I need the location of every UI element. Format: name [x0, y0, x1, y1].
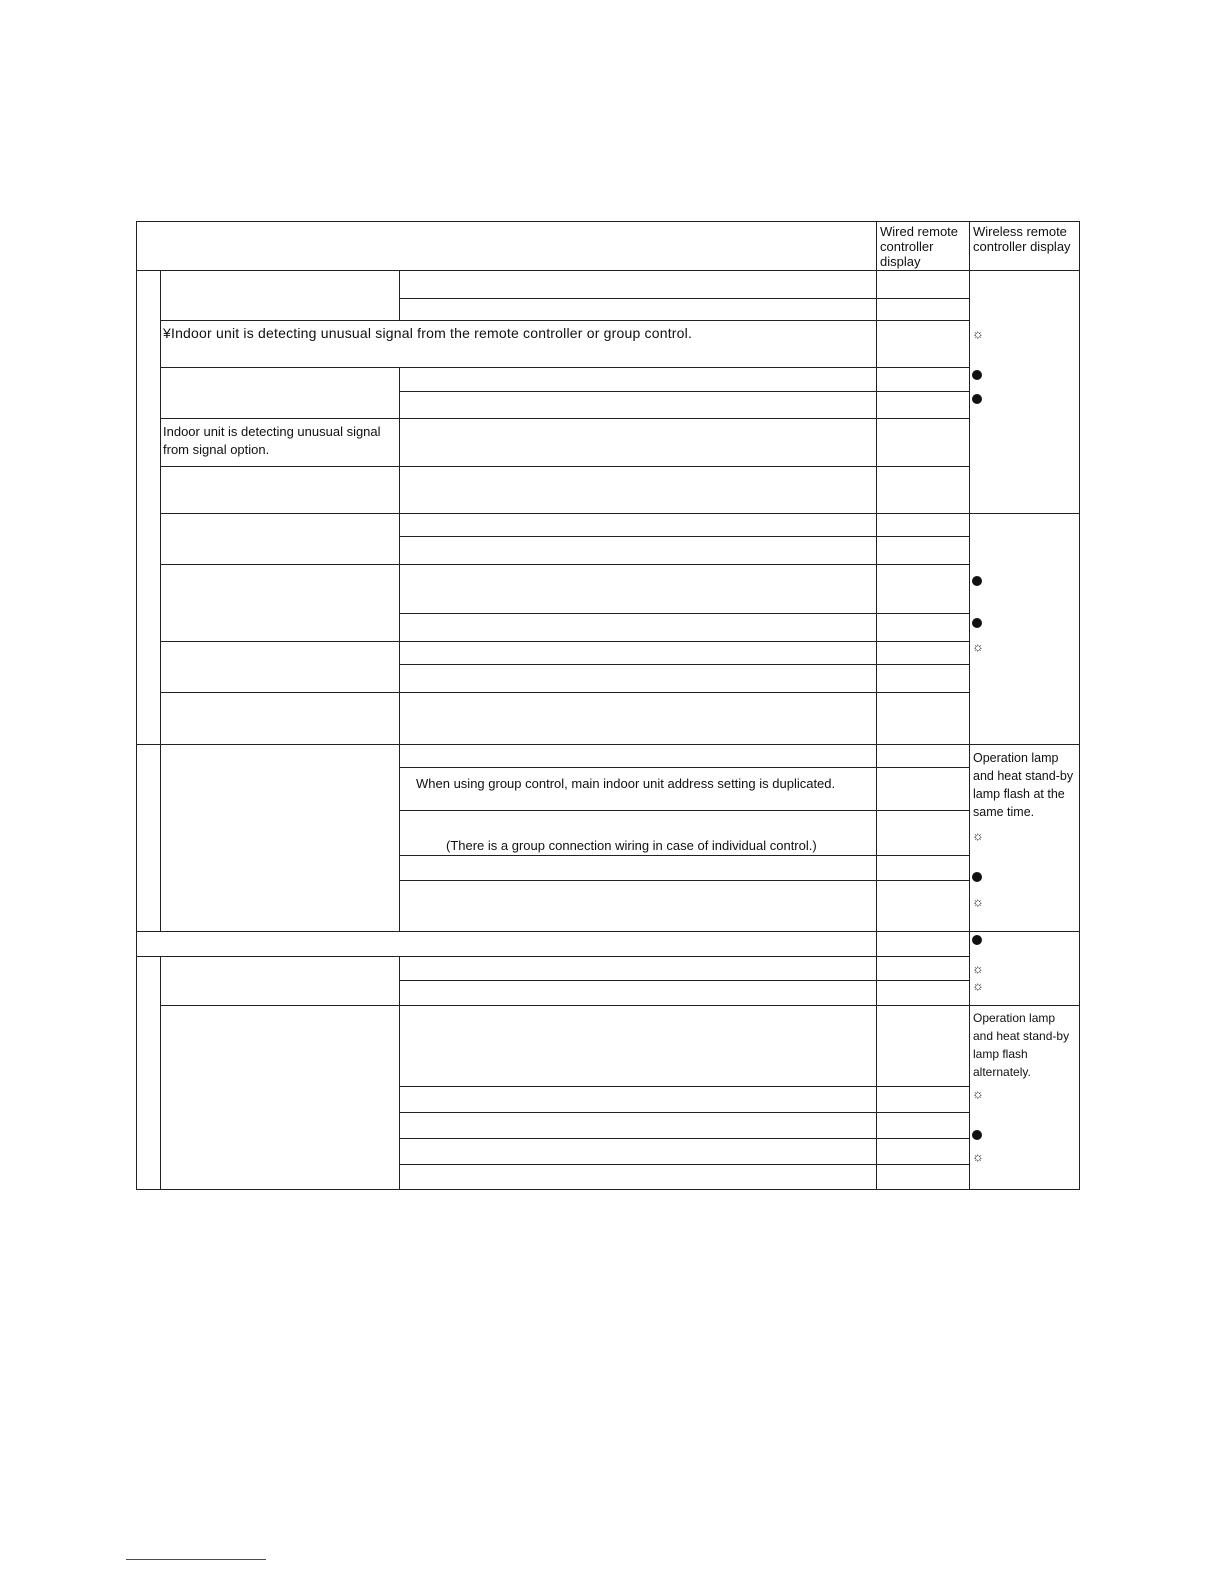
- col-divider-group-2: [160, 957, 161, 1190]
- row-line: [399, 880, 969, 881]
- row-line: [160, 367, 969, 368]
- row-line: [399, 1164, 969, 1165]
- signal-option-row-text: Indoor unit is detecting unusual signal from signal option.: [163, 424, 381, 457]
- lamp-on-icon: [972, 576, 982, 586]
- row-line: [160, 564, 969, 565]
- row-line: [399, 664, 969, 665]
- remote-signal-row-text: ¥Indoor unit is detecting unusual signal from the remote controller or group control.: [163, 325, 693, 341]
- table-border-bottom: [136, 1189, 1080, 1190]
- group-wiring-row-text: (There is a group connection wiring in case of individual control.): [446, 838, 817, 853]
- row-line: [160, 692, 969, 693]
- flash-icon: ☼: [972, 894, 984, 909]
- flash-icon: ☼: [972, 1086, 984, 1101]
- col-divider-wireless: [969, 221, 970, 1190]
- row-line: [399, 613, 969, 614]
- lamp-on-icon: [972, 394, 982, 404]
- group-duplicate-row-text: When using group control, main indoor unit address setting is duplicated.: [416, 776, 836, 791]
- flash-icon: ☼: [972, 978, 984, 993]
- lamp-on-icon: [972, 935, 982, 945]
- col-divider-sub-b: [399, 367, 400, 932]
- col-divider-sub-c: [399, 957, 400, 1190]
- col-divider-group: [160, 270, 161, 932]
- row-line: [399, 391, 969, 392]
- lamp-on-icon: [972, 1130, 982, 1140]
- row-line: [160, 418, 969, 419]
- alternate-flash-note: Operation lamp and heat stand-by lamp flash alternately.: [973, 1011, 1070, 1079]
- section-line: [136, 931, 1080, 932]
- flash-icon: ☼: [972, 828, 984, 843]
- row-line: [399, 1138, 969, 1139]
- section-line: [136, 956, 969, 957]
- row-line: [160, 466, 969, 467]
- footer-rule: [126, 1559, 266, 1560]
- lamp-on-icon: [972, 872, 982, 882]
- row-line: [399, 767, 969, 768]
- lamp-on-icon: [972, 370, 982, 380]
- row-line: [160, 641, 969, 642]
- row-line: [399, 1086, 969, 1087]
- header-separator: [136, 270, 1080, 271]
- row-line: [160, 513, 1080, 514]
- row-line: [399, 980, 969, 981]
- flash-icon: ☼: [972, 639, 984, 654]
- table-border-right: [1079, 221, 1080, 1190]
- wireless-display-header: Wireless remote controller display: [973, 224, 1071, 254]
- row-line: [399, 536, 969, 537]
- row-line: [160, 320, 969, 321]
- table-border-top: [136, 221, 1080, 222]
- row-line: [399, 1112, 969, 1113]
- row-line: [160, 1005, 1080, 1006]
- flash-icon: ☼: [972, 326, 984, 341]
- row-line: [399, 855, 969, 856]
- section-line: [136, 744, 1080, 745]
- flash-icon: ☼: [972, 961, 984, 976]
- row-line: [399, 298, 969, 299]
- flash-icon: ☼: [972, 1149, 984, 1164]
- row-line: [399, 810, 969, 811]
- wired-display-header: Wired remote controller display: [880, 224, 959, 269]
- col-divider-sub-a: [399, 270, 400, 320]
- lamp-on-icon: [972, 618, 982, 628]
- simultaneous-flash-note: Operation lamp and heat stand-by lamp flash at the same time.: [973, 751, 1074, 819]
- table-border-left: [136, 221, 137, 1190]
